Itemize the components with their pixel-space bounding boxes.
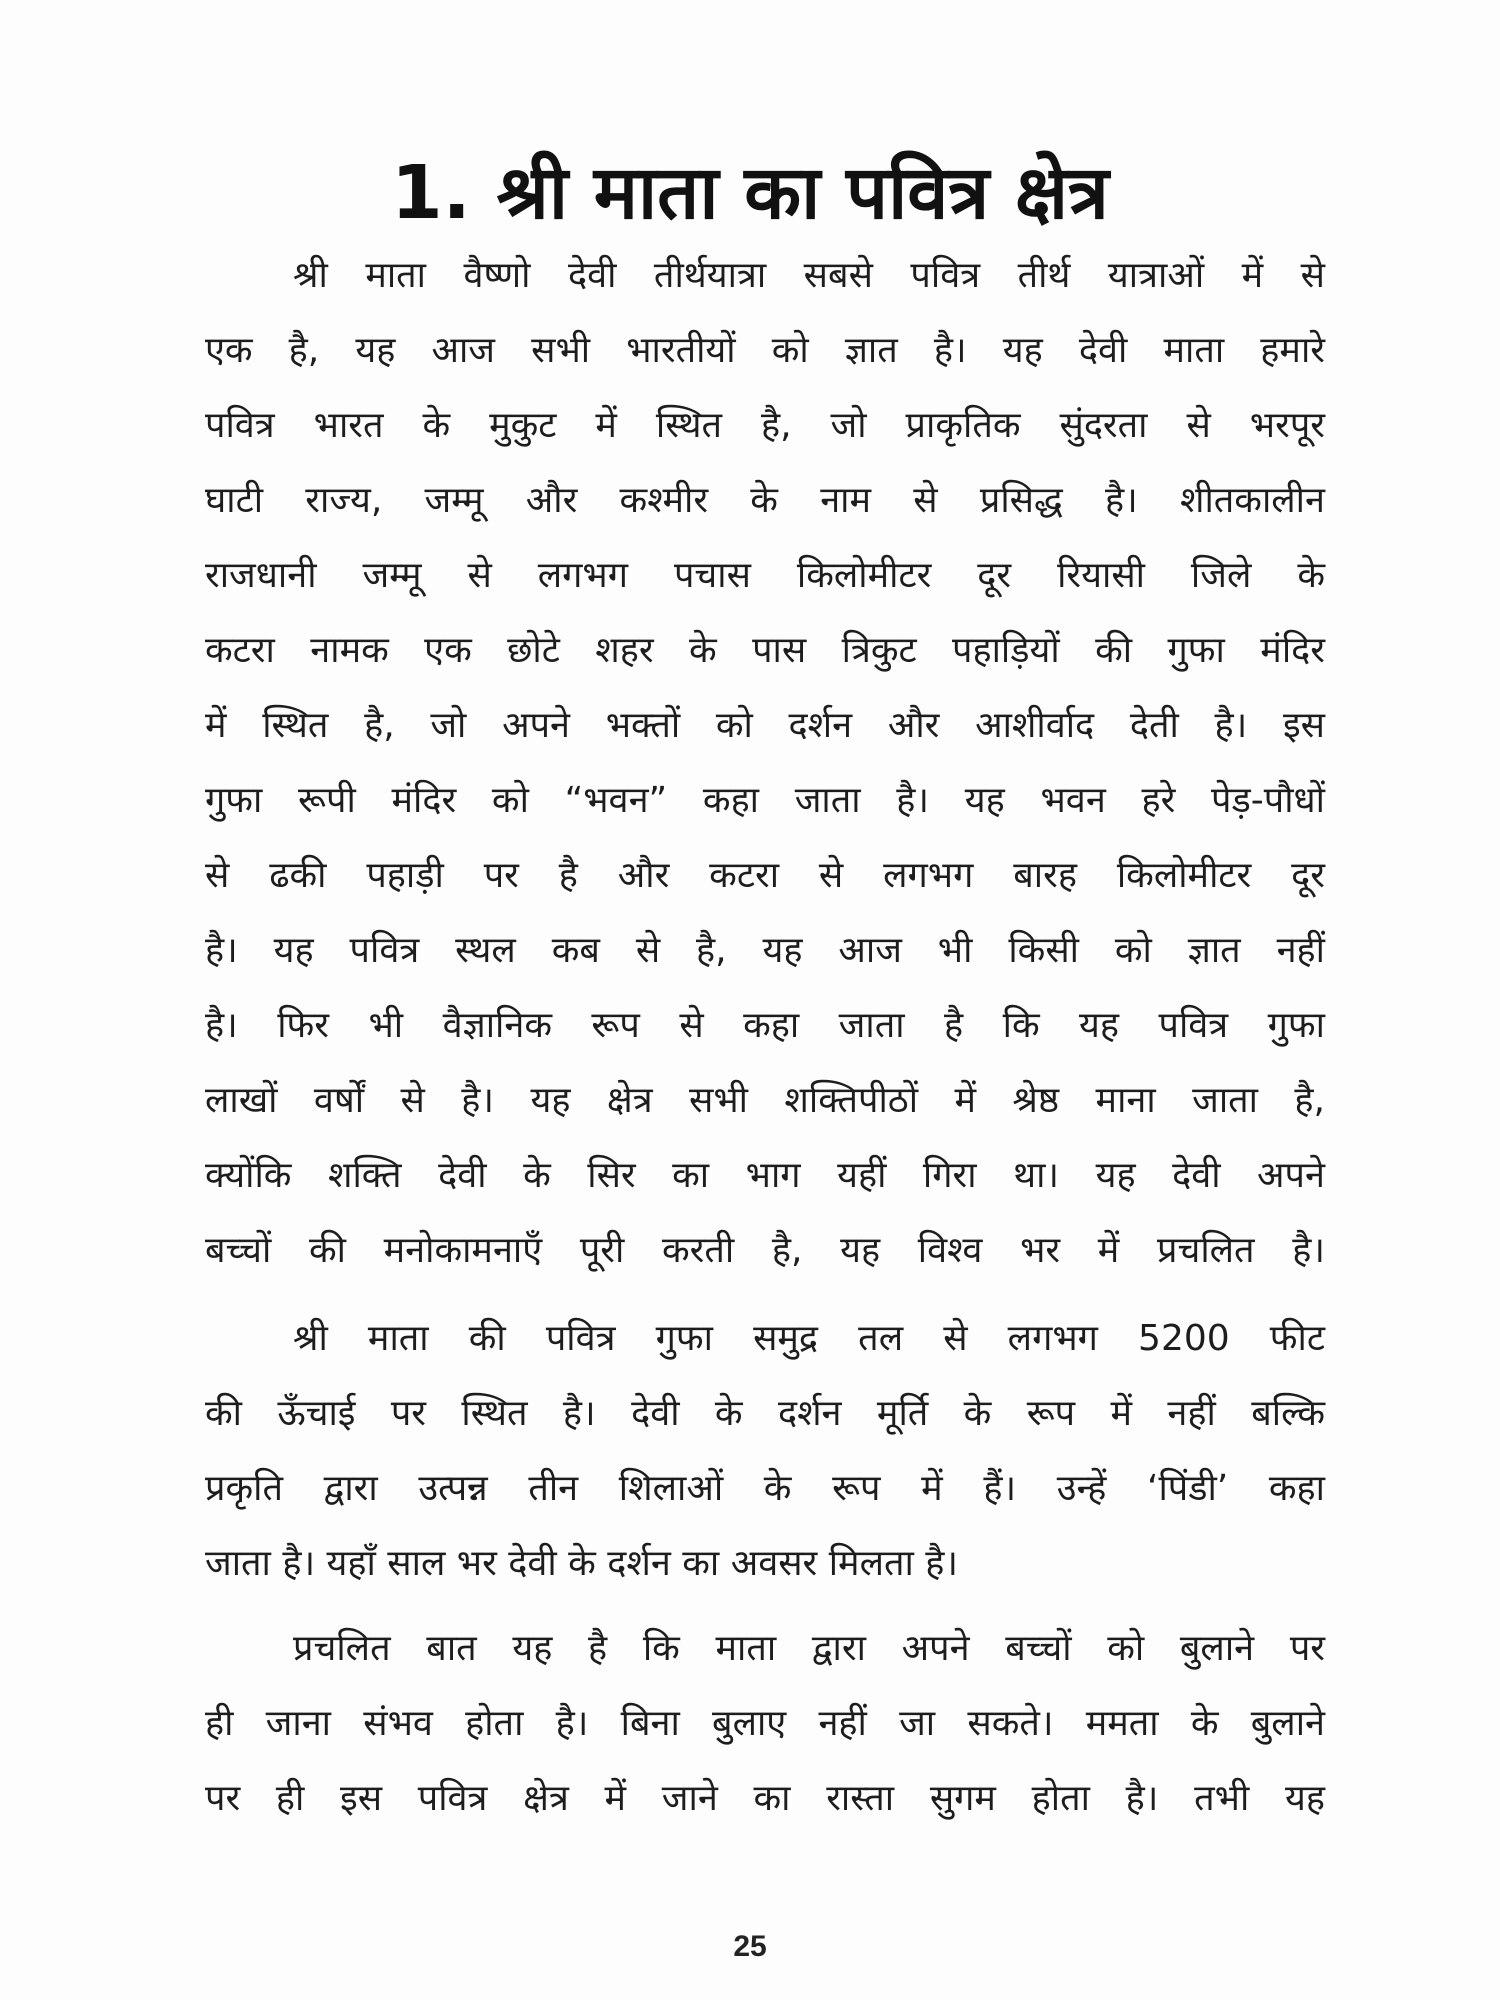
paragraph-1 xyxy=(205,238,1325,1288)
text-line: श्री माता वैष्णो देवी तीर्थयात्रा सबसे पवित्र तीर्थ यात्राओं में से xyxy=(293,255,1325,296)
paragraph-2 xyxy=(205,1301,1325,1601)
text-line: गुफा रूपी मंदिर को “भवन” कहा जाता है। यह भवन हरे पेड़-पौधों xyxy=(205,780,1325,821)
text-line: पवित्र भारत के मुकुट में स्थित है, जो प्राकृतिक सुंदरता से भरपूर xyxy=(205,405,1325,446)
text-line: में स्थित है, जो अपने भक्तों को दर्शन और आशीर्वाद देती है। इस xyxy=(205,705,1325,746)
text-line: है। फिर भी वैज्ञानिक रूप से कहा जाता है कि यह पवित्र गुफा xyxy=(205,1005,1325,1046)
text-line: जाता है। यहाँ साल भर देवी के दर्शन का अवसर मिलता है। xyxy=(205,1543,959,1584)
text-line: से ढकी पहाड़ी पर है और कटरा से लगभग बारह किलोमीटर दूर xyxy=(205,855,1325,896)
text-line: प्रचलित बात यह है कि माता द्वारा अपने बच्चों को बुलाने पर xyxy=(293,1628,1325,1669)
text-line: लाखों वर्षों से है। यह क्षेत्र सभी शक्तिपीठों में श्रेष्ठ माना जाता है, xyxy=(205,1080,1325,1121)
text-line: घाटी राज्य, जम्मू और कश्मीर के नाम से प्रसिद्ध है। शीतकालीन xyxy=(205,480,1325,521)
text-line: है। यह पवित्र स्थल कब से है, यह आज भी किसी को ज्ञात नहीं xyxy=(205,930,1325,971)
text-line: राजधानी जम्मू से लगभग पचास किलोमीटर दूर रियासी जिले के xyxy=(205,555,1325,596)
text-line: ही जाना संभव होता है। बिना बुलाए नहीं जा सकते। ममता के बुलाने xyxy=(205,1703,1325,1744)
text-line: क्योंकि शक्ति देवी के सिर का भाग यहीं गिरा था। यह देवी अपने xyxy=(205,1155,1325,1196)
text-line: प्रकृति द्वारा उत्पन्न तीन शिलाओं के रूप में हैं। उन्हें ‘पिंडी’ कहा xyxy=(205,1468,1325,1509)
text-line: एक है, यह आज सभी भारतीयों को ज्ञात है। यह देवी माता हमारे xyxy=(205,330,1325,371)
text-line: श्री माता की पवित्र गुफा समुद्र तल से लगभग 5200 फीट xyxy=(293,1318,1325,1359)
chapter-title: 1. श्री माता का पवित्र क्षेत्र xyxy=(391,149,1109,236)
text-line: की ऊँचाई पर स्थित है। देवी के दर्शन मूर्ति के रूप में नहीं बल्कि xyxy=(205,1393,1325,1434)
paragraph-3 xyxy=(205,1611,1325,1836)
text-line: पर ही इस पवित्र क्षेत्र में जाने का रास्ता सुगम होता है। तभी यह xyxy=(205,1778,1325,1819)
page-number: 25 xyxy=(733,1930,767,1963)
text-line: कटरा नामक एक छोटे शहर के पास त्रिकुट पहाड़ियों की गुफा मंदिर xyxy=(205,630,1325,671)
text-line: बच्चों की मनोकामनाएँ पूरी करती है, यह विश्व भर में प्रचलित है। xyxy=(205,1230,1325,1271)
page-body xyxy=(205,238,1325,1836)
